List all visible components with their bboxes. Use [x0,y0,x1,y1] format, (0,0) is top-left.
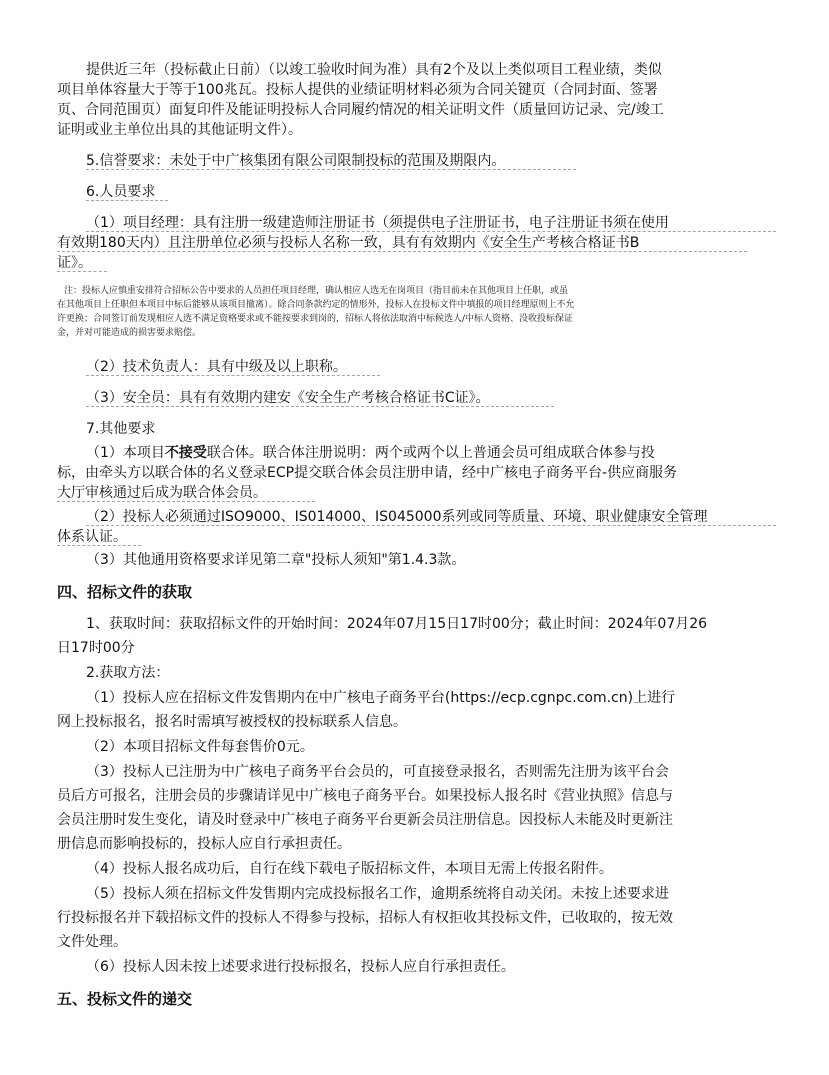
underline [86,200,168,201]
method-5-line-3: 文件处理。 [57,934,127,950]
obtain-time-line-2: 日17时00分 [57,640,135,656]
not-accepted-emphasis: 不接受 [164,445,207,461]
note-line-4: 金，并对可能造成的损害要求赔偿。 [57,328,202,338]
performance-line-4: 证明或业主单位出具的其他证明文件）。 [57,122,302,138]
performance-line-3: 页、合同范围页）面复印件及能证明投标人合同履约情况的相关证明文件（质量回访记录、完/竣工 [57,102,664,118]
method-3-line-1: （3）投标人已注册为中广核电子商务平台会员的，可直接登录报名，否则需先注册为该平台会 [86,764,669,780]
underline [86,169,576,170]
underline [57,271,107,272]
underline [86,231,776,232]
consortium-line-2: 标，由牵头方以联合体的名义登录ECP提交联合体会员注册申请，经中广核电子商务平台-供应商服务 [57,465,678,481]
project-manager-line-3: 证》。 [57,255,92,271]
underline [57,501,315,502]
other-requirements-heading: 7.其他要求 [86,421,156,437]
obtain-time-line-1: 1、获取时间：获取招标文件的开始时间：2024年07月15日17时00分；截止时间：2024年07月26 [86,616,708,632]
performance-line-2: 项目单体容量大于等于100兆瓦。投标人提供的业绩证明材料必须为合同关键页（合同封面、签署 [57,82,658,98]
underline [86,375,380,376]
section-5-title: 五、投标文件的递交 [57,990,193,1008]
performance-line-1: 提供近三年（投标截止日前）（以竣工验收时间为准）具有2个及以上类似项目工程业绩，类似 [86,62,662,78]
note-line-2: 在其他项目上任职但本项目中标后能够从该项目撤离）。除合同条款约定的情形外，投标人在投标文件中填报的项目经理原则上不允 [57,300,575,310]
note-line-1: 注：投标人应慎重安排符合招标公告中要求的人员担任项目经理，确认相应人选无在岗项目（指目前未在其他项目上任职，或虽 [64,286,569,296]
method-2: （2）本项目招标文件每套售价0元。 [86,739,314,755]
method-5-line-2: 行投标报名并下载招标文件的投标人不得参与投标，招标人有权拒收其投标文件，已收取的，按无效 [57,910,673,926]
method-3-line-4: 册信息而影响投标的，投标人应自行承担责任。 [57,836,351,852]
personnel-heading: 6.人员要求 [86,184,156,200]
method-5-line-1: （5）投标人须在招标文件发售期内完成投标报名工作，逾期系统将自动关闭。未按上述要求进 [86,886,669,902]
iso-line-1: （2）投标人必须通过ISO9000、IS014000、IS045000系列或同等质量、环境、职业健康安全管理 [86,509,708,525]
method-6: （6）投标人因未按上述要求进行投标报名，投标人应自行承担责任。 [86,959,515,975]
reputation-requirement: 5.信誉要求：未处于中广核集团有限公司限制投标的范围及期限内。 [86,153,506,169]
method-3-line-2: 员后方可报名，注册会员的步骤请详见中广核电子商务平台。如果投标人报名时《营业执照》信息与 [57,788,673,804]
obtain-method-heading: 2.获取方法： [86,665,170,681]
underline [86,406,554,407]
consortium-line-3: 大厅审核通过后成为联合体会员。 [57,485,267,501]
method-3-line-3: 会员注册时发生变化，请及时登录中广核电子商务平台更新会员注册信息。因投标人未能及时更新注 [57,812,673,828]
underline [86,525,776,526]
method-1-line-2: 网上投标报名，报名时需填写被授权的投标联系人信息。 [57,714,407,730]
project-manager-line-1: （1）项目经理：具有注册一级建造师注册证书（须提供电子注册证书，电子注册证书须在使用 [86,215,669,231]
method-1-line-1: （1）投标人应在招标文件发售期内在中广核电子商务平台(https://ecp.cgnpc.com.cn)上进行 [86,690,676,706]
project-manager-line-2: 有效期180天内）且注册单位必须与投标人名称一致，具有有效期内《安全生产考核合格证书B [57,235,640,251]
underline [57,545,141,546]
general-qualification: （3）其他通用资格要求详见第二章"投标人须知"第1.4.3款。 [86,552,466,568]
technical-lead-requirement: （2）技术负责人：具有中级及以上职称。 [86,359,347,375]
note-line-3: 许更换；合同签订前发现相应人选不满足资格要求或不能按要求到岗的，招标人将依法取消中标候选人/中标人资格、没收投标保证 [57,314,574,324]
section-4-title: 四、招标文件的获取 [57,583,193,601]
consortium-line-1: （1）本项目不接受联合体。联合体注册说明：两个或两个以上普通会员可组成联合体参与投 [86,445,655,461]
safety-officer-requirement: （3）安全员：具有有效期内建安《安全生产考核合格证书C证》。 [86,390,490,406]
iso-line-2: 体系认证。 [57,529,127,545]
method-4: （4）投标人报名成功后，自行在线下载电子版招标文件，本项目无需上传报名附件。 [86,861,613,877]
underline [57,251,747,252]
